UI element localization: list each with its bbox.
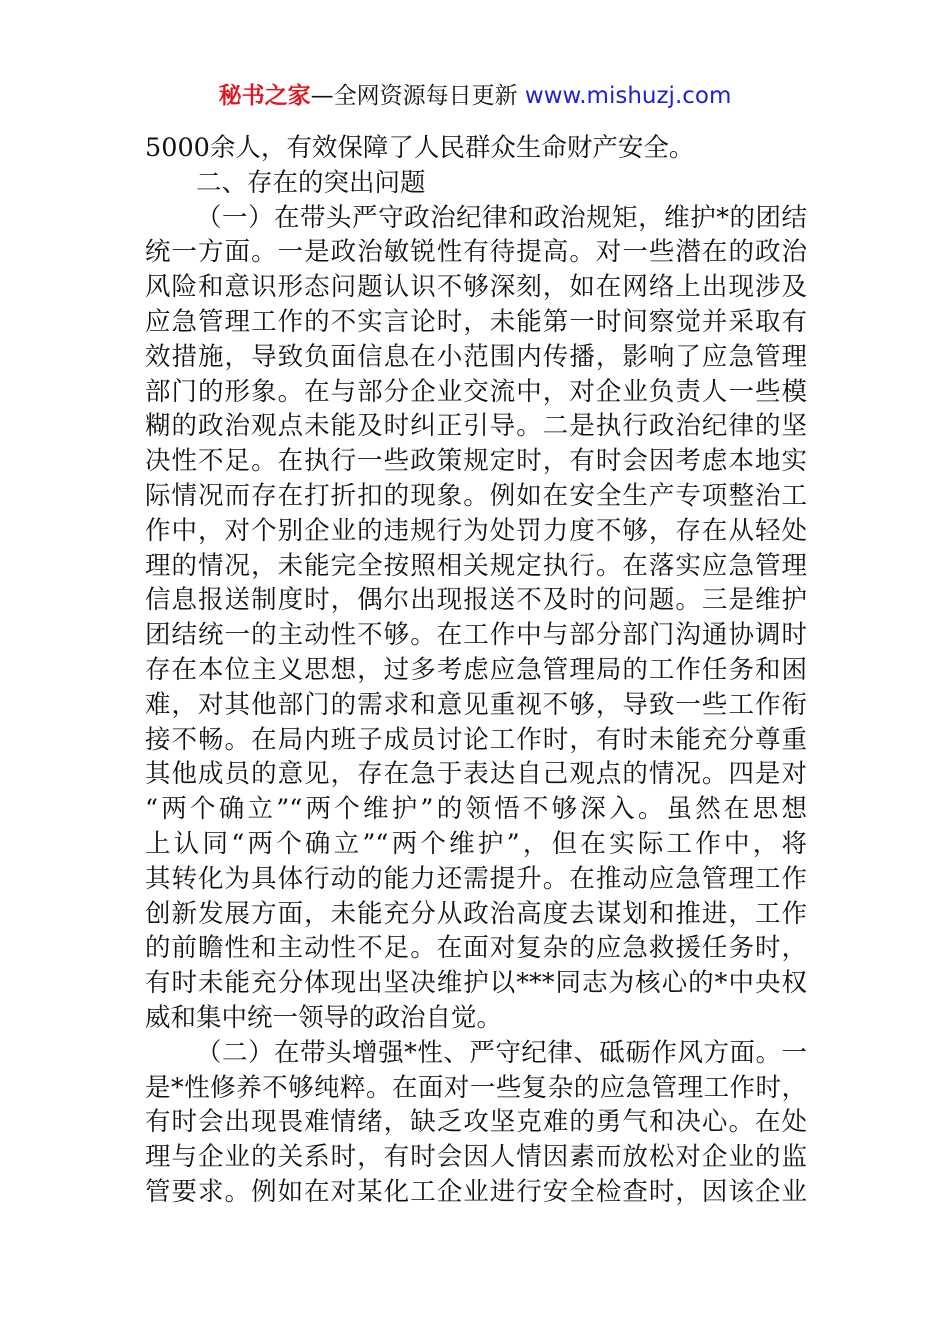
paragraph-line: 风险和意识形态问题认识不够深刻，如在网络上出现涉及: [145, 272, 807, 303]
paragraph-line: 上认同“两个确立”“两个维护”，但在实际工作中，将: [145, 828, 807, 859]
paragraph-line: 有时会出现畏难情绪，缺乏攻坚克难的勇气和决心。在处: [145, 1107, 807, 1138]
paragraph-line: 效措施，导致负面信息在小范围内传播，影响了应急管理: [145, 341, 807, 372]
paragraph-line: 作中，对个别企业的违规行为处罚力度不够，存在从轻处: [145, 515, 807, 546]
paragraph-line: 威和集中统一领导的政治自觉。: [145, 1002, 503, 1033]
paragraph-line: 的前瞻性和主动性不足。在面对复杂的应急救援任务时，: [145, 933, 807, 964]
paragraph-line: （二）在带头增强*性、严守纪律、砥砺作风方面。一: [196, 1037, 807, 1068]
paragraph-line: 决性不足。在执行一些政策规定时，有时会因考虑本地实: [145, 446, 807, 477]
paragraph-line: 信息报送制度时，偶尔出现报送不及时的问题。三是维护: [145, 585, 807, 616]
paragraph-line: 团结统一的主动性不够。在工作中与部分部门沟通协调时: [145, 620, 807, 651]
paragraph-line: “两个确立”“两个维护”的领悟不够深入。虽然在思想: [145, 794, 807, 825]
paragraph-line: 际情况而存在打折扣的现象。例如在安全生产专项整治工: [145, 480, 807, 511]
paragraph-line: 理的情况，未能完全按照相关规定执行。在落实应急管理: [145, 550, 807, 581]
paragraph-line: 糊的政治观点未能及时纠正引导。二是执行政治纪律的坚: [145, 411, 807, 442]
site-header: [0, 80, 950, 112]
site-url[interactable]: www.mishuzj.com: [524, 83, 732, 109]
paragraph-line: （一）在带头严守政治纪律和政治规矩，维护*的团结: [196, 202, 807, 233]
paragraph-line: 管要求。例如在对某化工企业进行安全检查时，因该企业: [145, 1176, 807, 1207]
paragraph-line: 接不畅。在局内班子成员讨论工作时，有时未能充分尊重: [145, 724, 807, 755]
paragraph-line: 统一方面。一是政治敏锐性有待提高。对一些潜在的政治: [145, 237, 807, 268]
paragraph-line: 部门的形象。在与部分企业交流中，对企业负责人一些模: [145, 376, 807, 407]
paragraph-line: 有时未能充分体现出坚决维护以***同志为核心的*中央权: [145, 968, 807, 999]
paragraph-line: 其转化为具体行动的能力还需提升。在推动应急管理工作: [145, 863, 807, 894]
paragraph-line: 存在本位主义思想，过多考虑应急管理局的工作任务和困: [145, 654, 807, 685]
paragraph-line: 难，对其他部门的需求和意见重视不够，导致一些工作衔: [145, 689, 807, 720]
document-body: [145, 131, 807, 1210]
header-tagline: —全网资源每日更新: [310, 83, 525, 109]
paragraph-line: 创新发展方面，未能充分从政治高度去谋划和推进，工作: [145, 898, 807, 929]
section-heading: 二、存在的突出问题: [196, 167, 426, 198]
paragraph-line: 理与企业的关系时，有时会因人情因素而放松对企业的监: [145, 1142, 807, 1173]
paragraph-line: 其他成员的意见，存在急于表达自己观点的情况。四是对: [145, 759, 807, 790]
brand-name: 秘书之家: [218, 83, 311, 109]
paragraph-line: 是*性修养不够纯粹。在面对一些复杂的应急管理工作时，: [145, 1072, 807, 1103]
text-line: 5000余人，有效保障了人民群众生命财产安全。: [145, 133, 695, 163]
paragraph-line: 应急管理工作的不实言论时，未能第一时间察觉并采取有: [145, 306, 807, 337]
